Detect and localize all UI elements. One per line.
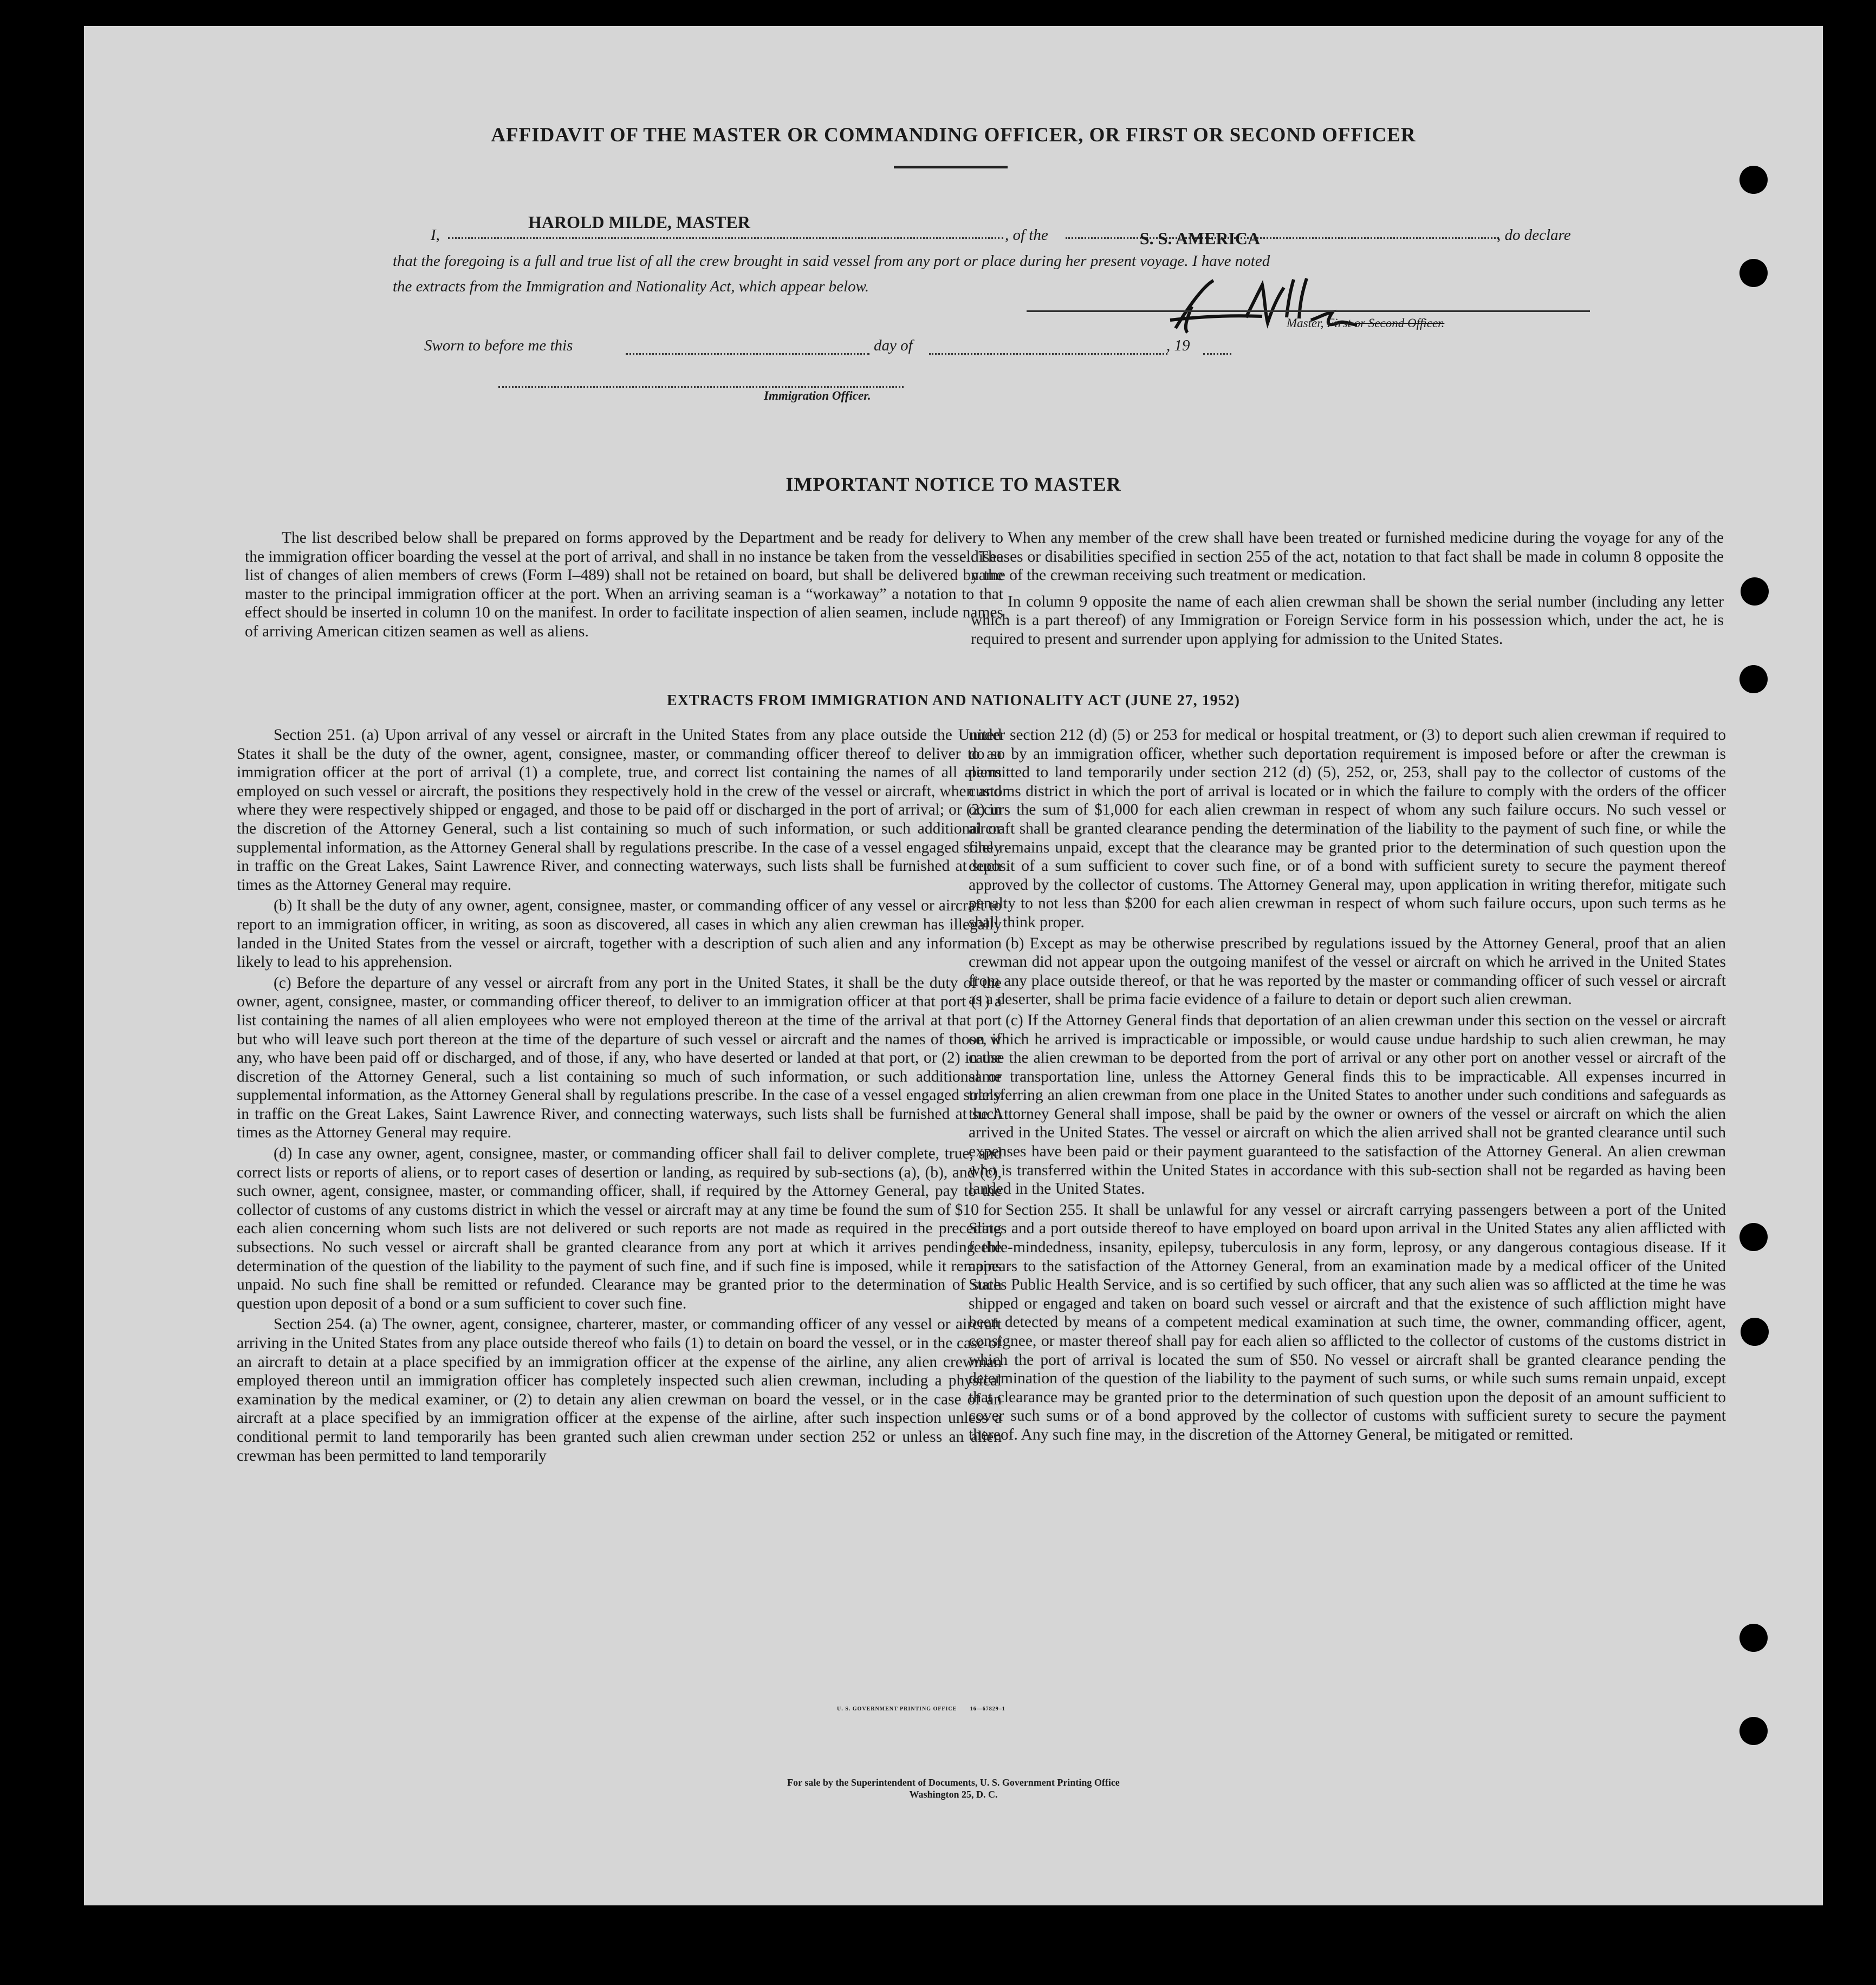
declaration-line-1: that the foregoing is a full and true list of all the crew brought in said vessel from any port or place during her present voyage. I have noted — [393, 252, 1270, 270]
footer-line-1: For sale by the Superintendent of Documents, U. S. Government Printing Office — [787, 1777, 1120, 1788]
signer-caption-struck: First or Second Officer. — [1327, 316, 1445, 330]
section-251-d: (d) In case any owner, agent, consignee, master, or commanding officer shall fail to deliver complete, true, and correct lists or reports of aliens, or to report cases of desertion or landing, as required by sub-sections (a), (b), and (c), such owner, agent, consignee, master, or commanding officer, shall, if required by the Attorney General, pay to the collector of customs of any customs district in which the vessel or aircraft may at any time be found the sum of $10 for each alien concerning whom such lists are not delivered or such reports are not made as required in the preceding subsections. No such vessel or aircraft shall be granted clearance from any port at which it arrives pending the determination of the question of the liability to the payment of such fine, and if such fine is imposed, while it remains unpaid. No such fine shall be remitted or refunded. Clearance may be granted prior to the determination of such question upon deposit of a bond or a sum sufficient to cover such fine. — [237, 1145, 1002, 1312]
extracts-left-column — [237, 726, 1002, 1467]
section-251-c: (c) Before the departure of any vessel or aircraft from any port in the United States, it shall be the duty of the owner, agent, consignee, master, or commanding officer thereof, to deliver to an immigration officer at that port (1) a list containing the names of all alien employees who were not employed thereon at the time of the arrival at that port but who will leave such port thereon at the time of the departure of such vessel or aircraft and the names of those, if any, who have been paid off or discharged, and of those, if any, who have deserted or landed at that port, or (2) in the discretion of the Attorney General, such a list containing so much of such information, or such additional or supplemental information, as the Attorney General shall by regulations prescribe. In the case of a vessel engaged solely in traffic on the Great Lakes, Saint Lawrence River, and connecting waterways, such lists shall be furnished at such times as the Attorney General may require. — [237, 974, 1002, 1142]
section-255: Section 255. It shall be unlawful for any vessel or aircraft carrying passengers between a port of the United States and a port outside thereof to have employed on board upon arrival in the United States any alien afflicted with feeble-mindedness, insanity, epilepsy, tuberculosis in any form, leprosy, or any dangerous contagious disease. If it appears to the satisfaction of the Attorney General, from an examination made by a medical officer of the United States Public Health Service, and is so certified by such officer, that any such alien was so afflicted at the time he was shipped or engaged and taken on board such vessel or aircraft and that the existence of such affliction might have been detected by means of a competent medical examination at such time, the owner, commanding officer, agent, consignee, or master thereof shall pay for each alien so afflicted to the collector of customs of the customs district in which the port of arrival is located the sum of $50. No vessel or aircraft shall be granted clearance pending the determination of the question of the liability to the payment of such sums, or while such sums remain unpaid, except that clearance may be granted prior to the determination of such question upon the deposit of an amount sufficient to cover such sums or of a bond approved by the collector of customs with sufficient surety to secure the payment thereof. Any such fine may, in the discretion of the Attorney General, be mitigated or remitted. — [969, 1201, 1726, 1443]
extracts-right-column — [969, 726, 1726, 1447]
notice-right-paragraph-1: When any member of the crew shall have been treated or furnished medicine during the voyage for any of the diseases or disabilities specified in section 255 of the act, notation to that fact shall be made in column 8 opposite the name of the crewman receiving such treatment or medication. — [971, 529, 1724, 584]
signer-caption — [1287, 316, 1444, 330]
immigration-officer-line — [498, 385, 904, 388]
prefix-i: I, — [431, 226, 440, 244]
notice-right-paragraph-2: In column 9 opposite the name of each alien crewman shall be shown the serial number (including any letter which is a part thereof) of any Immigration or Foreign Service form in his possession which, under the act, he is required to present and surrender upon applying for admission to the United States. — [971, 593, 1724, 648]
master-signature — [1154, 269, 1403, 350]
vessel-name: S. S. AMERICA — [1139, 229, 1261, 248]
notice-left-column — [245, 529, 1003, 643]
notice-title: IMPORTANT NOTICE TO MASTER — [786, 473, 1121, 495]
notice-right-column — [971, 529, 1724, 651]
immigration-officer-label: Immigration Officer. — [764, 389, 871, 402]
sworn-year-line — [1203, 338, 1231, 355]
punch-hole — [1739, 1223, 1768, 1251]
year-prefix: , 19 — [1166, 337, 1190, 354]
punch-hole — [1739, 1624, 1768, 1652]
document-page — [84, 26, 1823, 1905]
gpo-imprint: U. S. GOVERNMENT PRINTING OFFICE 16—67829–1 — [837, 1706, 1005, 1712]
section-251-a: Section 251. (a) Upon arrival of any vessel or aircraft in the United States from any place outside the United States it shall be the duty of the owner, agent, consignee, master, or commanding officer thereof to deliver to an immigration officer at the port of arrival (1) a complete, true, and correct list containing the names of all aliens employed on such vessel or aircraft, the positions they respectively hold in the crew of the vessel or aircraft, when and where they were respectively shipped or engaged, and those to be paid off or discharged in the port of arrival; or (2) in the discretion of the Attorney General, such a list containing so much of such information, or such additional or supplemental information, as the Attorney General shall by regulations prescribe. In the case of a vessel engaged solely in traffic on the Great Lakes, Saint Lawrence River, and connecting waterways, such lists shall be furnished at such times as the Attorney General may require. — [237, 726, 1002, 894]
sworn-month-line — [929, 338, 1167, 355]
section-251-b: (b) It shall be the duty of any owner, agent, consignee, master, or commanding officer of any vessel or aircraft to report to an immigration officer, in writing, as soon as discovered, all cases in which any alien crewman has illegally landed in the United States from the vessel or aircraft, together with a description of such alien and any information likely to lead to his apprehension. — [237, 897, 1002, 971]
punch-hole — [1739, 665, 1768, 693]
footer — [84, 1776, 1823, 1800]
punch-hole — [1739, 259, 1768, 287]
section-254-a: Section 254. (a) The owner, agent, consignee, charterer, master, or commanding officer of any vessel or aircraft arriving in the United States from any place outside thereof who fails (1) to detain on board the vessel, or in the case of an aircraft to detain at a place specified by an immigration officer at the expense of the airline, any alien crewman employed thereon until an immigration officer has completely inspected such alien crewman, including a physical examination by the medical examiner, or (2) to detain any alien crewman on board the vessel, or in the case of an aircraft at a place specified by an immigration officer at the expense of the airline, after such inspection unless a conditional permit to land temporarily has been granted such alien crewman under section 252 or unless an alien crewman has been permitted to land temporarily — [237, 1316, 1002, 1465]
affidavit-title: AFFIDAVIT OF THE MASTER OR COMMANDING OFFICER, OR FIRST OR SECOND OFFICER — [491, 124, 1416, 146]
title-rule — [894, 166, 1008, 168]
declaration-line-2: the extracts from the Immigration and Nationality Act, which appear below. — [393, 278, 869, 295]
sworn-day-line — [626, 338, 869, 355]
section-254-b: (b) Except as may be otherwise prescribed by regulations issued by the Attorney General, proof that an alien crewman did not appear upon the outgoing manifest of the vessel or aircraft on which he arrived in the United States from any place outside thereof, or that he was reported by the master or commanding officer of such vessel or aircraft as a deserter, shall be prima facie evidence of a failure to detain or deport such alien crewman. — [969, 934, 1726, 1008]
do-declare-label: , do declare — [1497, 226, 1571, 244]
section-254-a-continued: under section 212 (d) (5) or 253 for medical or hospital treatment, or (3) to deport such alien crewman if required to do so by an immigration officer, whether such deportation requirement is imposed before or after the crewman is permitted to land temporarily under section 212 (d) (5), 252, or, 253, shall pay to the collector of customs of the customs district in which the port of arrival is located or in which the failure to comply with the orders of the officer occurs the sum of $1,000 for each alien crewman in respect of whom any such failure occurs. No such vessel or aircraft shall be granted clearance pending the determination of the liability to the payment of such fine, or while the fine remains unpaid, except that the clearance may be granted prior to the determination of such question upon the deposit of a sum sufficient to cover such fine, or of a bond with sufficient surety to secure the payment thereof approved by the collector of customs. The Attorney General may, upon application in writing therefor, mitigate such penalty to not less than $200 for each alien crewman in respect of whom such failure occurs, upon such terms as he shall think proper. — [969, 726, 1726, 931]
sworn-before-label: Sworn to before me this — [424, 337, 573, 354]
punch-hole — [1741, 577, 1769, 606]
master-name: HAROLD MILDE, MASTER — [528, 212, 750, 232]
day-of-label: day of — [874, 337, 913, 354]
punch-hole — [1739, 1717, 1768, 1745]
notice-left-paragraph: The list described below shall be prepared on forms approved by the Department and be ready for delivery to the immigration officer boarding the vessel at the port of arrival, and shall in no instance be taken from the vessel. The list of changes of alien members of crews (Form I–489) shall not be retained on board, but shall be delivered by the master to the principal immigration officer at the port. When an arriving seaman is a “workaway” a notation to that effect should be inserted in column 10 on the manifest. In order to facilitate inspection of alien seamen, include names of arriving American citizen seamen as well as aliens. — [245, 529, 1003, 640]
signature-line — [1027, 310, 1590, 312]
signer-caption-master: Master, — [1287, 316, 1324, 330]
punch-hole — [1741, 1318, 1769, 1346]
extracts-title: EXTRACTS FROM IMMIGRATION AND NATIONALITY ACT (JUNE 27, 1952) — [667, 692, 1240, 709]
footer-line-2: Washington 25, D. C. — [909, 1789, 998, 1800]
of-the-label: , of the — [1005, 226, 1048, 244]
section-254-c: (c) If the Attorney General finds that deportation of an alien crewman under this section on the vessel or aircraft on which he arrived is impracticable or impossible, or would cause undue hardship to such alien crewman, he may cause the alien crewman to be deported from the port of arrival or any other port on another vessel or aircraft of the same transportation line, unless the Attorney General finds this to be impracticable. All expenses incurred in transferring an alien crewman from one place in the United States to another under such conditions and safeguards as the Attorney General shall impose, shall be paid by the owner or owners of the vessel or aircraft on which the alien arrived in the United States. The vessel or aircraft on which the alien arrived shall not be granted clearance until such expenses have been paid or their payment guaranteed to the satisfaction of the Attorney General. An alien crewman who is transferred within the United States in accordance with this sub-section shall not be regarded as having been landed in the United States. — [969, 1011, 1726, 1198]
punch-hole — [1739, 166, 1768, 194]
